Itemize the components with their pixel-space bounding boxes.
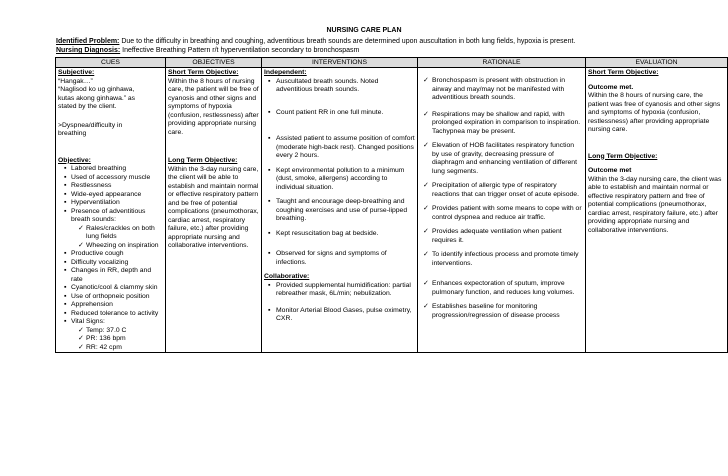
list-item: ▪ Productive cough (64, 250, 163, 259)
eval-short-term-status: Outcome met. (588, 83, 634, 91)
rationale-text: To identify infectious process and promote timely interventions. (432, 251, 579, 267)
sub-list-item: ✓ Temp: 37.0 C (78, 327, 163, 336)
sub-list-item: ✓ Wheezing on inspiration (78, 242, 163, 251)
nursing-diagnosis-text: Ineffective Breathing Pattern r/t hyperventilation secondary to bronchospasm (120, 47, 360, 54)
long-term-objective-text: Within the 3-day nursing care, the client will be able to establish and maintain normal or effective respiratory pattern and be free of potential complications (pneumothorax, cardiac arrest, respiratory failure, etc.) after providing appropriate nursing and collaborative interventions. (168, 165, 259, 249)
header-interventions: INTERVENTIONS (262, 58, 418, 68)
intervention-text: Observed for signs and symptoms of infections. (276, 250, 387, 266)
intervention-item: ▪ Observed for signs and symptoms of infections. (268, 250, 387, 266)
interventions-cell (262, 68, 418, 353)
header-evaluation: EVALUATION (586, 58, 728, 68)
intervention-text: Auscultated breath sounds. Noted adventitious breath sounds. (276, 77, 379, 93)
intervention-item: ▪ Provided supplemental humidification: partial rebreather mask, 6L/min; nebulization. (268, 281, 411, 297)
intervention-text: Assisted patient to assume position of comfort (moderate high-back rest). Changed positions every 2 hours. (276, 135, 415, 159)
list-item: ▪ Restlessness (64, 182, 163, 191)
rationale-item: ✓ Provides adequate ventilation when patient requires it. (423, 228, 562, 244)
list-item: ▪ Wide-eyed appearance (64, 191, 163, 200)
eval-long-term-label: Long Term Objective: (588, 152, 658, 160)
identified-problem-text: Due to the difficulty in breathing and coughing, adventitious breath sounds are determined upon auscultation in both lung fields, hypoxia is present. (119, 38, 576, 45)
rationale-text: Provides adequate ventilation when patient requires it. (432, 228, 562, 244)
subjective-label: Subjective: (58, 69, 95, 76)
intervention-text: Count patient RR in one full minute. (276, 108, 384, 116)
collaborative-label: Collaborative: (264, 273, 310, 280)
rationale-text: Provides patient with some means to cope with or control dyspnea and reduce air traffic. (432, 205, 582, 221)
rationale-item: ✓ Provides patient with some means to cope with or control dyspnea and reduce air traffic. (423, 205, 582, 221)
eval-long-term-text: Within the 3-day nursing care, the client was able to establish and maintain normal or effective respiratory pattern and free of potential complications (pneumothorax, cardiac arrest, respiratory failure, etc.) after providing appropriate nursing and collaborative interventions. (588, 175, 722, 234)
intervention-item: ▪ Count patient RR in one full minute. (268, 108, 384, 116)
eval-long-term-status: Outcome met (588, 167, 632, 174)
rationale-item: ✓ To identify infectious process and promote timely interventions. (423, 251, 579, 267)
sub-list-item: ✓ Rales/crackles on both lung fields (78, 225, 163, 242)
objective-list (58, 165, 163, 352)
list-item: ▪ Difficulty vocalizing (64, 259, 163, 268)
identified-problem (56, 37, 575, 46)
care-plan-table (55, 57, 728, 353)
rationale-item: ✓ Elevation of HOB facilitates respiratory function by use of gravity, decreasing pressure of diaphragm and enhancing ventilation of different lung segments. (423, 142, 577, 175)
short-term-objective-text: Within the 8 hours of nursing care, the patient will be free of cyanosis and other signs and symptoms of hypoxia (confusion, restlessness) after providing appropriate nursing care. (168, 77, 259, 136)
evaluation-cell (586, 68, 728, 353)
identified-problem-label: Identified Problem: (56, 38, 120, 45)
intervention-text: Kept environmental pollution to a minimum (dust, smoke, allergens) according to individual situation. (276, 166, 405, 191)
rationale-item: ✓ Bronchospasm is present with obstruction in airway and may/may not be manifested with adventitious breath sounds. (423, 77, 565, 101)
eval-short-term-label: Short Term Objective: (588, 69, 659, 76)
rationale-text: Bronchospasm is present with obstruction in airway and may/may not be manifested with adventitious breath sounds. (432, 77, 565, 101)
cues-cell (56, 68, 166, 353)
list-item (64, 208, 163, 251)
subjective-line: stated by the client. (58, 103, 117, 110)
rationale-text: Precipitation of allergic type of respiratory reactions that can trigger onset of acute episode. (432, 182, 579, 198)
document-title: NURSING CARE PLAN (326, 27, 402, 34)
list-item: ▪ Hyperventilation (64, 199, 163, 208)
list-item-text: Presence of adventitious breath sounds: (71, 207, 146, 223)
intervention-text: Provided supplemental humidification: partial rebreather mask, 6L/min; nebulization. (276, 281, 411, 297)
intervention-item: ▪ Taught and encourage deep-breathing and coughing exercises and use of purse-lipped breathing. (268, 198, 408, 222)
subjective-line: “Hangak…” (58, 77, 93, 85)
short-term-objective-label: Short Term Objective: (168, 69, 239, 76)
header-rationale: RATIONALE (418, 58, 586, 68)
subjective-line: “Naglisod ko ug ginhawa, (58, 86, 135, 93)
list-item: ▪ Use of orthopneic position (64, 293, 163, 302)
intervention-item: ▪ Kept resuscitation bag at bedside. (268, 229, 379, 237)
list-item-text: Vital Signs: (71, 318, 105, 325)
eval-short-term-text: Within the 8 hours of nursing care, the patient was free of cyanosis and other signs and symptoms of hypoxia (confusion, restlessness) after providing appropriate nursing care. (588, 92, 721, 133)
list-item: ▪ Used of accessory muscle (64, 174, 163, 183)
rationale-text: Elevation of HOB facilitates respiratory function by use of gravity, decreasing pressure of diaphragm and enhancing ventilation of different lung segments. (432, 142, 577, 175)
rationale-item: ✓ Establishes baseline for monitoring progression/regression of disease process (423, 303, 560, 319)
intervention-text: Taught and encourage deep-breathing and coughing exercises and use of purse-lipped breathing. (276, 198, 408, 222)
table-row (56, 68, 728, 353)
intervention-text: Kept resuscitation bag at bedside. (276, 229, 379, 237)
intervention-text: Monitor Arterial Blood Gases, pulse oximetry, CXR. (276, 306, 412, 322)
rationale-item: ✓ Respirations may be shallow and rapid, with prolonged expiration in comparison to inspiration. Tachypnea may be present. (423, 110, 581, 135)
intervention-item: ▪ Assisted patient to assume position of comfort (moderate high-back rest). Changed positions every 2 hours. (268, 135, 415, 159)
list-item: ▪ Cyanotic/cool & clammy skin (64, 284, 163, 293)
intervention-item: ▪ Kept environmental pollution to a minimum (dust, smoke, allergens) according to individual situation. (268, 166, 405, 191)
rationale-text: Respirations may be shallow and rapid, with prolonged expiration in comparison to inspiration. Tachypnea may be present. (432, 110, 581, 135)
sub-list (71, 225, 163, 251)
rationale-text: Enhances expectoration of sputum, improve pulmonary function, and reduces lung volumes. (432, 280, 575, 296)
list-item (64, 318, 163, 352)
list-item: ▪ Apprehension (64, 301, 163, 310)
vital-signs-list (71, 327, 163, 353)
subjective-line: kutas akong ginhawa.” as (58, 94, 136, 102)
sub-list-item: ✓ RR: 42 cpm (78, 344, 163, 353)
independent-label: Independent: (264, 69, 307, 76)
rationale-text: Establishes baseline for monitoring progression/regression of disease process (432, 303, 560, 319)
sub-list-item: ✓ PR: 136 bpm (78, 335, 163, 344)
intervention-item: ▪ Monitor Arterial Blood Gases, pulse oximetry, CXR. (268, 306, 412, 322)
objectives-cell (166, 68, 262, 353)
list-item: ▪ Reduced tolerance to activity (64, 310, 163, 319)
subjective-extra-line: >Dyspnea/difficulty in (58, 121, 123, 129)
list-item: ▪ Changes in RR, depth and rate (64, 267, 163, 284)
rationale-cell (418, 68, 586, 353)
long-term-objective-label: Long Term Objective: (168, 157, 238, 164)
header-cues: CUES (56, 58, 166, 68)
rationale-item: ✓ Enhances expectoration of sputum, improve pulmonary function, and reduces lung volumes. (423, 280, 575, 296)
rationale-item: ✓ Precipitation of allergic type of respiratory reactions that can trigger onset of acute episode. (423, 182, 579, 198)
list-item: ▪ Labored breathing (64, 165, 163, 174)
objective-label: Objective: (58, 156, 91, 164)
intervention-item: ▪ Auscultated breath sounds. Noted adventitious breath sounds. (268, 77, 379, 93)
table-header-row (56, 58, 728, 68)
nursing-diagnosis-label: Nursing Diagnosis: (56, 47, 121, 54)
header-objectives: OBJECTIVES (166, 58, 262, 68)
nursing-diagnosis (56, 46, 359, 55)
subjective-extra-line: breathing (58, 130, 87, 137)
